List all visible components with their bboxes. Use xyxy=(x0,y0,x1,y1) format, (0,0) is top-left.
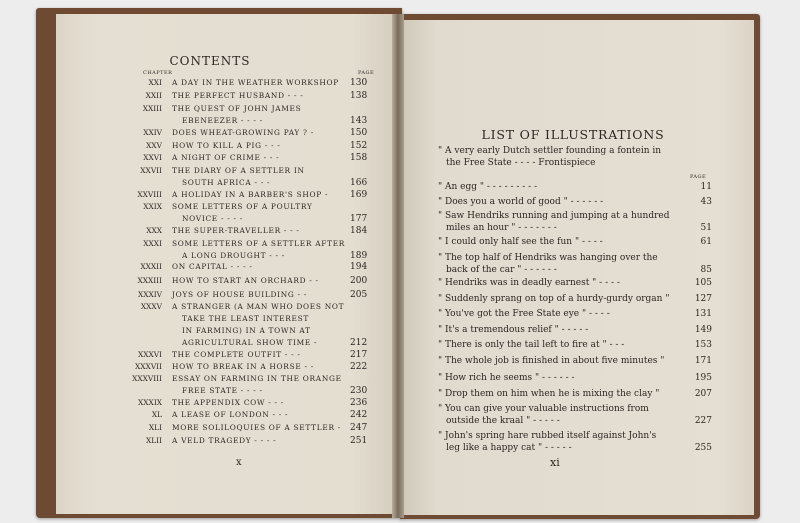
illustration-caption: the Free State - - - - Frontispiece xyxy=(446,158,596,168)
chapter-title: A HOLIDAY IN A BARBER'S SHOP - xyxy=(172,190,329,199)
chapter-number: XXIV xyxy=(143,128,162,137)
chapter-title: THE SUPER-TRAVELLER - - - xyxy=(172,226,300,235)
illustration-page: 149 xyxy=(694,325,712,335)
illustration-caption: " The whole job is finished in about five minutes " xyxy=(438,356,665,366)
chapter-number: XXIX xyxy=(143,202,162,211)
illustration-caption: " There is only the tail left to fire at " - - - xyxy=(438,340,625,350)
illustration-page: 11 xyxy=(700,182,712,192)
chapter-number: XXXIV xyxy=(137,290,162,299)
chapter-title: THE QUEST OF JOHN JAMES xyxy=(172,104,302,113)
chapter-page: 230 xyxy=(350,386,368,396)
chapter-title: SOUTH AFRICA - - - xyxy=(182,178,271,187)
chapter-page: 205 xyxy=(350,290,368,300)
chapter-page: 200 xyxy=(350,276,368,286)
chapter-title: A STRANGER (A MAN WHO DOES NOT xyxy=(172,302,345,311)
chapter-number: XXX xyxy=(146,226,162,235)
chapter-number: XXXV xyxy=(140,302,162,311)
chapter-number: XXXII xyxy=(140,262,162,271)
chapter-title: A LEASE OF LONDON - - - xyxy=(172,410,289,419)
page-folio-left: x xyxy=(236,457,242,468)
chapter-page: 166 xyxy=(350,178,368,188)
chapter-title: THE DIARY OF A SETTLER IN xyxy=(172,166,305,175)
chapter-title: TAKE THE LEAST INTEREST xyxy=(182,314,309,323)
illustration-page: 153 xyxy=(694,340,712,350)
chapter-page: 152 xyxy=(350,141,368,151)
chapter-number: XXVII xyxy=(140,166,162,175)
chapter-page: 189 xyxy=(350,251,368,261)
chapter-number: XL xyxy=(151,410,162,419)
illustration-page: 171 xyxy=(694,356,712,366)
chapter-page: 150 xyxy=(350,128,368,138)
chapter-title: ESSAY ON FARMING IN THE ORANGE xyxy=(172,374,342,383)
chapter-number: XXVIII xyxy=(137,190,162,199)
illustration-page: 43 xyxy=(700,197,712,207)
chapter-number: XXVI xyxy=(143,153,162,162)
illustration-caption: " Suddenly sprang on top of a hurdy-gurdy organ " xyxy=(438,294,670,304)
chapter-title: A DAY IN THE WEATHER WORKSHOP xyxy=(172,78,339,87)
chapter-column-header: CHAPTER xyxy=(143,70,173,76)
chapter-title: SOME LETTERS OF A POULTRY xyxy=(172,202,313,211)
illustration-caption: outside the kraal " - - - - - xyxy=(446,416,560,426)
chapter-title: IN FARMING) IN A TOWN AT xyxy=(182,326,311,335)
chapter-page: 138 xyxy=(350,91,368,101)
chapter-title: EBENEEZER - - - - xyxy=(182,116,263,125)
chapter-title: FREE STATE - - - - xyxy=(182,386,263,395)
illustration-page: 255 xyxy=(694,443,712,453)
book-gutter xyxy=(392,14,404,518)
illustration-caption: " I could only half see the fun " - - - - xyxy=(438,237,603,247)
illustration-caption: " Does you a world of good " - - - - - - xyxy=(438,197,604,207)
chapter-title: A VELD TRAGEDY - - - - xyxy=(172,436,277,445)
illustration-page: 61 xyxy=(700,237,712,247)
chapter-title: DOES WHEAT-GROWING PAY ? - xyxy=(172,128,314,137)
illustrations-page-header: PAGE xyxy=(690,174,707,180)
chapter-page: 184 xyxy=(350,226,368,236)
chapter-number: XXXIX xyxy=(138,398,162,407)
illustration-page: 227 xyxy=(694,416,712,426)
chapter-title: A NIGHT OF CRIME - - - xyxy=(172,153,280,162)
chapter-page: 212 xyxy=(350,338,368,348)
illustration-page: 85 xyxy=(700,265,712,275)
chapter-title: MORE SOLILOQUIES OF A SETTLER - xyxy=(172,423,341,432)
illustration-caption: " Saw Hendriks running and jumping at a hundred xyxy=(438,211,670,221)
illustration-caption: " John's spring hare rubbed itself against John's xyxy=(438,431,657,441)
chapter-page: 130 xyxy=(350,78,368,88)
illustration-caption: miles an hour " - - - - - - - xyxy=(446,223,557,233)
chapter-page: 247 xyxy=(350,423,368,433)
chapter-title: SOME LETTERS OF A SETTLER AFTER xyxy=(172,239,346,248)
chapter-page: 251 xyxy=(350,436,368,446)
chapter-number: XXII xyxy=(145,91,162,100)
chapter-number: XXXVI xyxy=(137,350,162,359)
illustration-page: 195 xyxy=(694,373,712,383)
illustration-caption: leg like a happy cat " - - - - - xyxy=(446,443,572,453)
chapter-title: ON CAPITAL - - - - xyxy=(172,262,253,271)
chapter-title: HOW TO KILL A PIG - - - xyxy=(172,141,281,150)
chapter-page: 169 xyxy=(350,190,368,200)
chapter-number: XXXIII xyxy=(137,276,162,285)
chapter-title: HOW TO BREAK IN A HORSE - - xyxy=(172,362,314,371)
chapter-title: THE PERFECT HUSBAND - - - xyxy=(172,91,304,100)
illustration-caption: " The top half of Hendriks was hanging over the xyxy=(438,253,658,263)
chapter-title: AGRICULTURAL SHOW TIME - xyxy=(182,338,318,347)
chapter-title: THE APPENDIX COW - - - xyxy=(172,398,284,407)
illustration-caption: " You can give your valuable instructions from xyxy=(438,404,649,414)
chapter-number: XXXVIII xyxy=(132,374,162,383)
illustration-caption: " It's a tremendous relief " - - - - - xyxy=(438,325,589,335)
illustration-caption: " How rich he seems " - - - - - - xyxy=(438,373,575,383)
chapter-page: 222 xyxy=(350,362,368,372)
illustration-caption: " An egg " - - - - - - - - - xyxy=(438,182,538,192)
chapter-number: XXIII xyxy=(142,104,162,113)
chapter-number: XXI xyxy=(148,78,162,87)
chapter-page: 217 xyxy=(350,350,368,360)
illustration-page: 207 xyxy=(694,389,712,399)
illustration-page: 131 xyxy=(694,309,712,319)
chapter-number: XLI xyxy=(148,423,162,432)
chapter-title: A LONG DROUGHT - - - xyxy=(182,251,285,260)
chapter-page: 158 xyxy=(350,153,368,163)
illustration-caption: " Drop them on him when he is mixing the clay " xyxy=(438,389,660,399)
illustration-caption: " Hendriks was in deadly earnest " - - - - xyxy=(438,278,620,288)
chapter-page: 236 xyxy=(350,398,368,408)
chapter-title: JOYS OF HOUSE BUILDING - - xyxy=(172,290,307,299)
chapter-number: XLII xyxy=(145,436,162,445)
illustration-page: 105 xyxy=(694,278,712,288)
chapter-page: 242 xyxy=(350,410,368,420)
chapter-page: 143 xyxy=(350,116,368,126)
page-folio-right: xi xyxy=(550,456,560,469)
chapter-title: NOVICE - - - - xyxy=(182,214,243,223)
chapter-number: XXXVII xyxy=(135,362,162,371)
chapter-page: 177 xyxy=(350,214,368,224)
contents-title: CONTENTS xyxy=(169,54,251,68)
illustration-caption: " A very early Dutch settler founding a fontein in xyxy=(438,146,662,156)
illustration-page: 51 xyxy=(700,223,712,233)
chapter-title: HOW TO START AN ORCHARD - - xyxy=(172,276,319,285)
chapter-title: THE COMPLETE OUTFIT - - - xyxy=(172,350,301,359)
chapter-number: XXV xyxy=(146,141,162,150)
illustrations-title: LIST OF ILLUSTRATIONS xyxy=(481,127,665,142)
illustration-page: 127 xyxy=(694,294,712,304)
illustration-caption: " You've got the Free State eye " - - - - xyxy=(438,309,610,319)
illustration-caption: back of the car " - - - - - - xyxy=(446,265,557,275)
chapter-page: 194 xyxy=(350,262,368,272)
page-column-header: PAGE xyxy=(358,70,375,76)
chapter-number: XXXI xyxy=(143,239,162,248)
